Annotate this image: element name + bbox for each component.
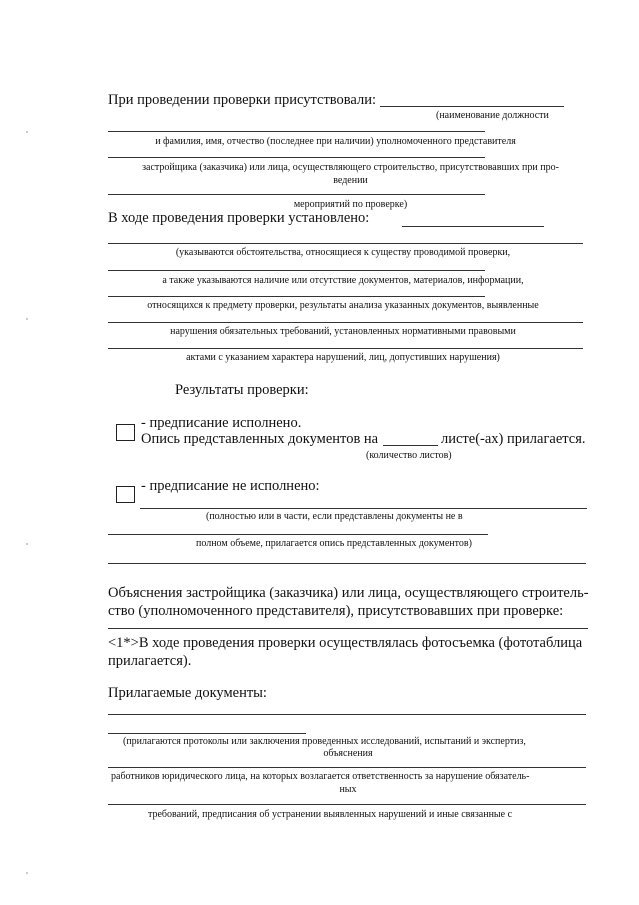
attachments-note-wrap: ных	[339, 784, 357, 795]
attendees-note-events: мероприятий по проверке)	[293, 199, 408, 210]
scan-speck	[26, 131, 28, 133]
established-line-4[interactable]	[108, 322, 583, 323]
attendees-input-line-3[interactable]	[108, 157, 485, 158]
inventory-prefix: Опись представленных документов на	[141, 431, 379, 447]
photo-line-2: прилагается).	[108, 653, 192, 669]
scan-speck	[26, 872, 28, 874]
explanations-line-2: ство (уполномоченного представителя), присутствовавших при проверке:	[108, 603, 564, 619]
sheets-count-line[interactable]	[383, 445, 438, 446]
attachments-note-protocols: (прилагаются протоколы или заключения проведенных исследований, испытаний и экспертиз,	[123, 736, 526, 747]
attendees-input-line-2[interactable]	[108, 131, 485, 132]
established-note-analysis: относящихся к предмету проверки, результаты анализа указанных документов, выявленные	[147, 300, 539, 311]
inventory-suffix: листе(-ах) прилагается.	[441, 431, 586, 447]
not-fulfilled-line-3[interactable]	[108, 563, 586, 564]
attendees-input-line-4[interactable]	[108, 194, 485, 195]
not-fulfilled-checkbox[interactable]	[116, 486, 135, 503]
established-input-line[interactable]	[402, 226, 544, 227]
attachments-note-requirements: требований, предписания об устранении выявленных нарушений и иные связанные с	[148, 809, 513, 820]
attendees-input-line[interactable]	[380, 106, 564, 107]
attendees-label: При проведении проверки присутствовали:	[108, 92, 377, 108]
attendees-note-name: и фамилия, имя, отчество (последнее при наличии) уполномоченного представителя	[155, 136, 516, 147]
explanations-input-line[interactable]	[108, 628, 588, 629]
established-note-circumstances: (указываются обстоятельства, относящиеся к существу проводимой проверки,	[175, 247, 511, 258]
fulfilled-checkbox[interactable]	[116, 424, 135, 441]
attachments-note-explanations: объяснения	[323, 748, 373, 759]
attachments-line-3[interactable]	[108, 767, 586, 768]
not-fulfilled-label: - предписание не исполнено:	[141, 478, 320, 494]
scan-speck	[26, 318, 28, 320]
scan-speck	[26, 543, 28, 545]
attachments-label: Прилагаемые документы:	[108, 685, 267, 701]
not-fulfilled-note-inventory: полном объеме, прилагается опись представленных документов)	[196, 538, 472, 549]
established-line-1[interactable]	[108, 243, 583, 244]
attachments-line-2[interactable]	[108, 733, 306, 734]
established-note-violations: нарушения обязательных требований, установленных нормативными правовыми	[170, 326, 516, 337]
not-fulfilled-line-1[interactable]	[140, 508, 587, 509]
attachments-note-employees: работников юридического лица, на которых возлагается ответственность за нарушение обязатель-	[111, 771, 530, 782]
results-heading: Результаты проверки:	[175, 382, 309, 398]
fulfilled-label: - предписание исполнено.	[141, 415, 302, 431]
established-line-2[interactable]	[108, 270, 485, 271]
attachments-line-1[interactable]	[108, 714, 586, 715]
explanations-line-1: Объяснения застройщика (заказчика) или лица, осуществляющего строитель-	[108, 585, 589, 601]
sheets-count-note: (количество листов)	[366, 450, 452, 461]
attendees-note-position: (наименование должности	[436, 110, 549, 121]
established-line-5[interactable]	[108, 348, 583, 349]
attachments-line-4[interactable]	[108, 804, 586, 805]
attendees-note-representative: застройщика (заказчика) или лица, осуществляющего строительство, присутствовавших при про-	[142, 162, 559, 173]
not-fulfilled-line-2[interactable]	[108, 534, 488, 535]
established-note-documents: а также указываются наличие или отсутствие документов, материалов, информации,	[162, 275, 524, 286]
established-label: В ходе проведения проверки установлено:	[108, 210, 370, 226]
established-line-3[interactable]	[108, 296, 485, 297]
photo-line-1: <1*>В ходе проведения проверки осуществлялась фотосъемка (фототаблица	[108, 635, 583, 651]
not-fulfilled-note-partial: (полностью или в части, если представлены документы не в	[206, 511, 463, 522]
attendees-note-wrap: ведении	[333, 175, 368, 186]
established-note-acts: актами с указанием характера нарушений, лиц, допустивших нарушения)	[186, 352, 500, 363]
